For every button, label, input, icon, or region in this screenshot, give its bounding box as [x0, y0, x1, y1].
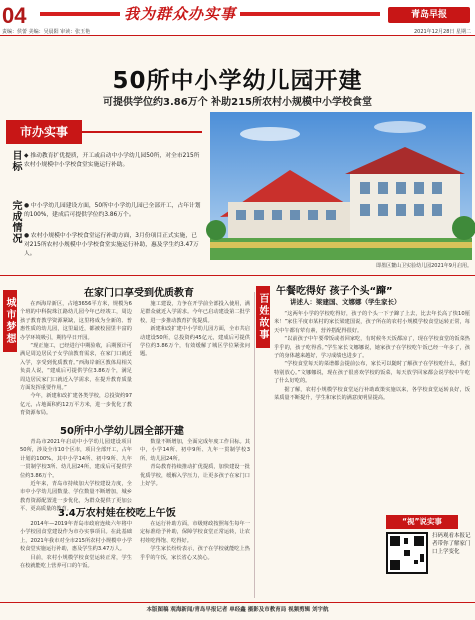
side-tag-people-story: 百姓故事 [256, 286, 270, 348]
video-promo-text: 扫码观看本报记者带你了解家门口上学变化 [432, 533, 471, 555]
bullet-dot-icon: ● [24, 203, 31, 209]
paragraph: 在运行补助方面，市级财政按照每生每年一定标准给予补助，保障学校食堂正常运转，让农村娃吃得饱、吃得好。 [140, 521, 250, 544]
paragraph: 在西海岸新区，占地3656平方米，规模为6个班的中科院珠江路幼儿园今年已经竣工，周边孩子教育教学资源紧缺，这里将成为全新的、普惠性质的幼儿园，这里最近，都被校园里丰富的办学环境吸引，期待早日开园。 [20, 301, 132, 341]
done-item-1: ● 中小学幼儿园建设方面，50所中小学幼儿园已全部开工，占年计划的100%，建成后可提供学位约3.86万个。 [24, 203, 201, 218]
video-promo-heading: “视”说实事 [386, 515, 458, 529]
article-body-a2-cont [140, 438, 250, 500]
done-label: 完成情况 [10, 200, 21, 244]
editor-credits: 责编：侯蕾 美编：吴晨阳 审读：张玉艳 [2, 29, 91, 35]
paragraph: 数量不断增加，全面完成年度工作目标。其中，小学14所、初中9所、九年一贯制学校3所、幼儿园24所。 [140, 439, 250, 462]
section-heading: 市办实事 [6, 120, 82, 144]
paragraph: 近年来，青岛市持续加大学校建设力度，全市中小学幼儿园数量、学位数量不断增加，城乡教育资源配置进一步优化，为群众提供了更加公平、更高质量的教育。 [20, 481, 132, 513]
page-number: 04 [2, 3, 27, 28]
column-divider [254, 292, 255, 598]
page-header [0, 0, 475, 36]
kindergarten-building-illustration [210, 112, 472, 260]
diamond-icon: ◆ [24, 153, 31, 159]
paragraph: “学校食堂每天的菜谱都会提前公布，家长可以随时了解孩子在学校吃什么，我们特别放心。”文娜娜说，现在孩子很喜欢学校的饭菜，每天放学回家都会说学校中午吃了什么好吃的。 [274, 361, 470, 385]
article-title-50-schools: 50所中小学幼儿园全部开建 [60, 426, 184, 437]
kindergarten-photo [210, 112, 472, 260]
main-headline: 50所中小学幼儿园开建 [112, 68, 363, 94]
paragraph: 目前，农村小规模学校食堂运转正常，学生在校就能吃上营养可口的午饭。 [20, 554, 132, 570]
section-heading-rule [82, 131, 202, 133]
paragraph: 学生家长纷纷表示，孩子在学校就能吃上热乎乎的午饭，家长省心又放心。 [140, 546, 250, 561]
section-rule [0, 275, 475, 276]
article-body-a4 [274, 310, 470, 510]
article-body-a2 [20, 438, 132, 513]
footer-rule [0, 602, 475, 603]
header-slogan: 我为群众办实事 [120, 3, 240, 24]
paragraph: 2014年—2019年青岛市政府连续六年将中小学校园食堂建设作为市办实事项目。在此基础上，2021年我市对全市215所农村小规模中小学校食堂实施运行补助，惠及学生约3.47万人。 [20, 521, 132, 553]
paragraph: “这两年小学的学校吃得好，孩子的个头一下子蹿了上去，比去年长高了快10厘米！”家住平度市某村的家长梁建国说，孩子所在的农村小规模学校食堂运转正常，每天中午都有荤有素，营养搭配得很好。 [274, 311, 470, 334]
header-rule [0, 35, 475, 36]
article-body-a1 [20, 300, 132, 420]
issue-date: 2021年12月28日 星期二 [413, 29, 471, 35]
done-item-2: ● 农村小规模中小学校食堂运行补助方面，3月份项目正式实施，已对215所农村小规模中小学校食堂实施运行补助，惠及学生约3.47万人。 [24, 233, 199, 257]
article-title-quality-education: 在家门口享受到优质教育 [84, 288, 194, 299]
paragraph: 青岛市2021年启动中小学幼儿园建设项目50所，涉及全市10个区市，项目全部开工，占年计划的100%。其中小学14所、初中9所、九年一贯制学校3所、幼儿园24所，建成后可提供学位约3.86万个。 [20, 439, 132, 479]
photo-caption: 即墨区鳌山卫实验幼儿园2021年9月启用。 [376, 263, 472, 269]
article-title-lunch-story: 午餐吃得好 孩子个头“蹿” [276, 286, 393, 297]
video-promo [386, 532, 472, 596]
paragraph: 今年，新建和改扩建各类学校，总投资约97亿元，占地面积约12万平方米，进一步优化了教育资源布局。 [20, 393, 132, 417]
article-body-a1-cont [140, 300, 250, 420]
bullet-dot-icon: ● [24, 233, 31, 239]
article-body-a3-cont [140, 520, 250, 598]
goal-label: 目标 [10, 150, 21, 172]
paragraph: 据了解，农村小规模学校食堂运行补助政策实施以来，各学校食堂运转良好，饭菜质量不断提升，学生和家长的满意度明显提高。 [274, 386, 470, 402]
paragraph: 施工建设，力争在开学前全部投入使用，满足群众就近入学需求。今年已启动建设第二批学校，进一步推动教育扩优提质。 [140, 301, 250, 324]
main-subtitle: 可提供学位约3.86万个 补助215所农村小规模中小学校食堂 [102, 97, 373, 108]
qr-code-icon[interactable] [386, 532, 428, 574]
goal-text: ◆ 推动教育扩优提质，开工或启动中小学幼儿园50所，对全市215所农村小规模中小学校食堂实施运行补助。 [24, 153, 200, 168]
paragraph: 新建和改扩建中小学幼儿园方面，全市共启动建设50所，总投资约45亿元，建成后可提供学位约3.86万个，有效缓解了城区学位紧张问题。 [140, 326, 250, 358]
page-footer-credits: 本版图稿 观海新闻/青岛早报记者 单经鑫 摄影及市教育局 视频剪辑 刘宇航 [146, 607, 329, 613]
paragraph: “现正施工，已经进行中期验收，后期预计可满足周边居民子女学前教育需求，在家门口就近入学，享受到优质教育。”西海岸新区教体局相关负责人说，“建成后可提供学位3.86万个，满足周边居民家门口就近入学需求，在提升教育质量方面发挥重要作用。” [20, 343, 132, 392]
paragraph: 青岛教育持续推动扩优提质，加快建设一批优质学校，缓解入学压力，让更多孩子在家门口上好学。 [140, 464, 250, 488]
paragraph: “以前孩子中午要带饭或者回家吃，有时候冬天饭都凉了，现在学校食堂的饭菜热乎乎的，孩子吃得香。”学生家长文娜娜说，她家孩子在学校吃午饭已经一年多了，孩子的身体越来越好，学习成绩也进步了。 [274, 336, 470, 360]
article-title-rural-lunch: 3.4万农村娃在校吃上午饭 [58, 508, 176, 519]
article-subtitle-narrator: 讲述人：梁建国、文娜娜（学生家长） [290, 298, 401, 306]
newspaper-logo: 青岛早报 [388, 7, 470, 23]
article-body-a3 [20, 520, 132, 598]
side-tag-city-dream: 城市梦想 [3, 290, 17, 352]
